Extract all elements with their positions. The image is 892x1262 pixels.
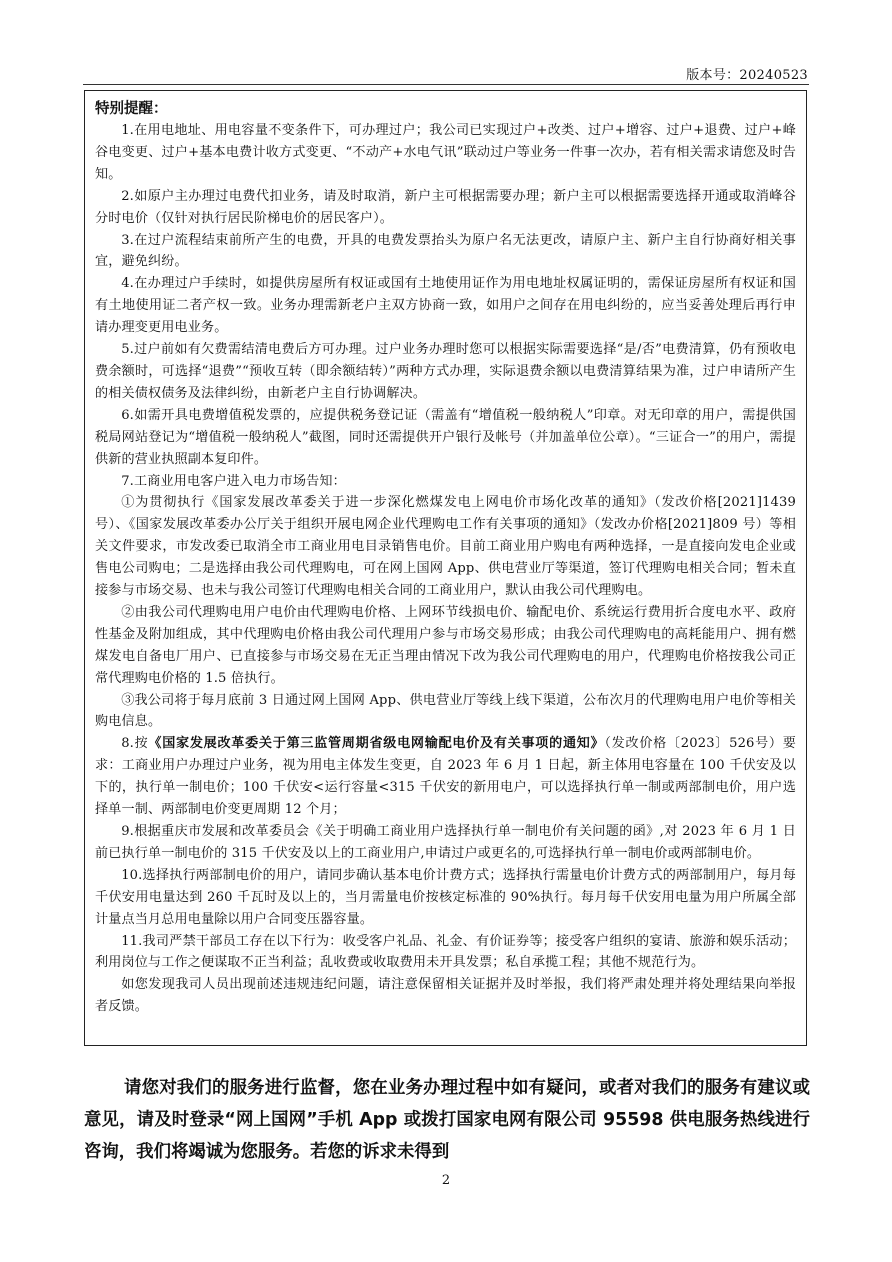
notice-item-3: 3.在过户流程结束前所产生的电费，开具的电费发票抬头为原户名无法更改，请原户主、新户主自行协商好相关事宜，避免纠纷。: [95, 232, 796, 270]
notice-item-6: 6.如需开具电费增值税发票的，应提供税务登记证（需盖有“增值税一般纳税人”印章。对无印章的用户，需提供国税局网站登记为“增值税一般纳税人”截图，同时还需提供开户银行及帐号（并加盖单位公章）。“三证合一”的用户，需提供新的营业执照副本复印件。: [95, 407, 796, 467]
notice-item-10: 10.选择执行两部制电价的用户，请同步确认基本电价计费方式；选择执行需量电价计费方式的两部制用户，每月每千伏安用电量达到 260 千瓦时及以上的，当月需量电价按核定标准的 90%执行。每月每千伏安用电量为用户所属全部计量点当月总用电量除以用户合同变压器容量。: [95, 867, 796, 927]
notice-item-7-sub-1: ①为贯彻执行《国家发展改革委关于进一步深化燃煤发电上网电价市场化改革的通知》（发改价格[2021]1439 号）、《国家发展改革委办公厅关于组织开展电网企业代理购电工作有关事项的通知》（发改办价格[2021]809 号）等相关文件要求，市发改委已取消全市工商业用电目录销售电价。目前工商业用户购电有两种选择，一是直接向发电企业或售电公司购电；二是选择由我公司代理购电，可在网上国网 App、供电营业厅等渠道，签订代理购电相关合同；暂未直接参与市场交易、也未与我公司签订代理购电相关合同的工商业用户，默认由我公司代理购电。: [95, 495, 796, 599]
notice-report-note: 如您发现我司人员出现前述违规违纪问题，请注意保留相关证据并及时举报，我们将严肃处理并将处理结果向举报者反馈。: [95, 977, 796, 1015]
version-number: 版本号：20240523: [686, 68, 808, 83]
notice-item-7-sub-2: ②由我公司代理购电用户电价由代理购电价格、上网环节线损电价、输配电价、系统运行费用折合度电水平、政府性基金及附加组成，其中代理购电价格由我公司代理用户参与市场交易形成；由我公司代理购电的高耗能用户、拥有燃煤发电自备电厂用户、已直接参与市场交易在无正当理由情况下改为我公司代理购电的用户，代理购电价格按我公司正常代理购电价格的 1.5 倍执行。: [95, 604, 796, 686]
notice-item-2: 2.如原户主办理过电费代扣业务，请及时取消，新户主可根据需要办理；新户主可以根据需要选择开通或取消峰谷分时电价（仅针对执行居民阶梯电价的居民客户）。: [95, 188, 796, 226]
notice-title: 特别提醒：: [95, 101, 168, 117]
notice-item-1: 1.在用电地址、用电容量不变条件下，可办理过户；我公司已实现过户+改类、过户+增容、过户+退费、过户+峰谷电变更、过户+基本电费计收方式变更、“不动产+水电气讯”联动过户等业务一件事一次办，若有相关需求请您及时告知。: [95, 123, 796, 182]
notice-item-4: 4.在办理过户手续时，如提供房屋所有权证或国有土地使用证作为用电地址权属证明的，需保证房屋所有权证和国有土地使用证二者产权一致。业务办理需新老户主双方协商一致，如用户之间存在用电纠纷的，应当妥善处理后再行申请办理变更用电业务。: [95, 276, 796, 336]
notice-item-7-heading: 7.工商业用电客户进入电力市场告知：: [121, 473, 346, 489]
notice-item-8: [95, 733, 796, 821]
notice-item-8-prefix: 8.按: [121, 736, 149, 752]
page-number: 2: [441, 1173, 451, 1188]
service-supervision-paragraph: 请您对我们的服务进行监督，您在业务办理过程中如有疑问，或者对我们的服务有建议或意见，请及时登录“网上国网”手机 App 或拨打国家电网有限公司 95598 供电服务热线进行咨询，我们将竭诚为您服务。若您的诉求未得到: [84, 1078, 810, 1162]
notice-item-8-document-title: 《国家发展改革委关于第三监管周期省级电网输配电价及有关事项的通知》: [148, 736, 605, 752]
notice-item-9: 9.根据重庆市发展和改革委员会《关于明确工商业用户选择执行单一制电价有关问题的函》,对 2023 年 6 月 1 日前已执行单一制电价的 315 千伏安及以上的工商业用户,申请过户或更名的,可选择执行单一制电价或两部制电价。: [95, 824, 796, 861]
notice-item-8-body: （发改价格〔2023〕526号）要求：工商业用户办理过户业务，视为用电主体发生变更，自 2023 年 6 月 1 日起，新主体用电容量在 100 千伏安及以下的，执行单一制电价；100 千伏安<运行容量<315 千伏安的新用电户，可以选择执行单一制或两部制电价，用户选择单一制、两部制电价变更周期 12 个月；: [95, 736, 796, 818]
notice-item-11: 11.我司严禁干部员工存在以下行为：收受客户礼品、礼金、有价证券等；接受客户组织的宴请、旅游和娱乐活动；利用岗位与工作之便谋取不正当利益；乱收费或收取费用未开具发票；私自承揽工程；其他不规范行为。: [95, 933, 796, 971]
header-divider: [83, 84, 809, 85]
notice-item-7-sub-3: ③我公司将于每月底前 3 日通过网上国网 App、供电营业厅等线上线下渠道，公布次月的代理购电用户电价等相关购电信息。: [95, 692, 796, 730]
special-notice-box: [84, 90, 807, 1046]
notice-item-5: 5.过户前如有欠费需结清电费后方可办理。过户业务办理时您可以根据实际需要选择“是/否”电费清算，仍有预收电费余额时，可选择“退费”“预收互转（即余额结转）”两种方式办理，实际退费余额以电费清算结果为准，过户申请所产生的相关债权债务及法律纠纷，由新老户主自行协调解决。: [95, 342, 796, 401]
